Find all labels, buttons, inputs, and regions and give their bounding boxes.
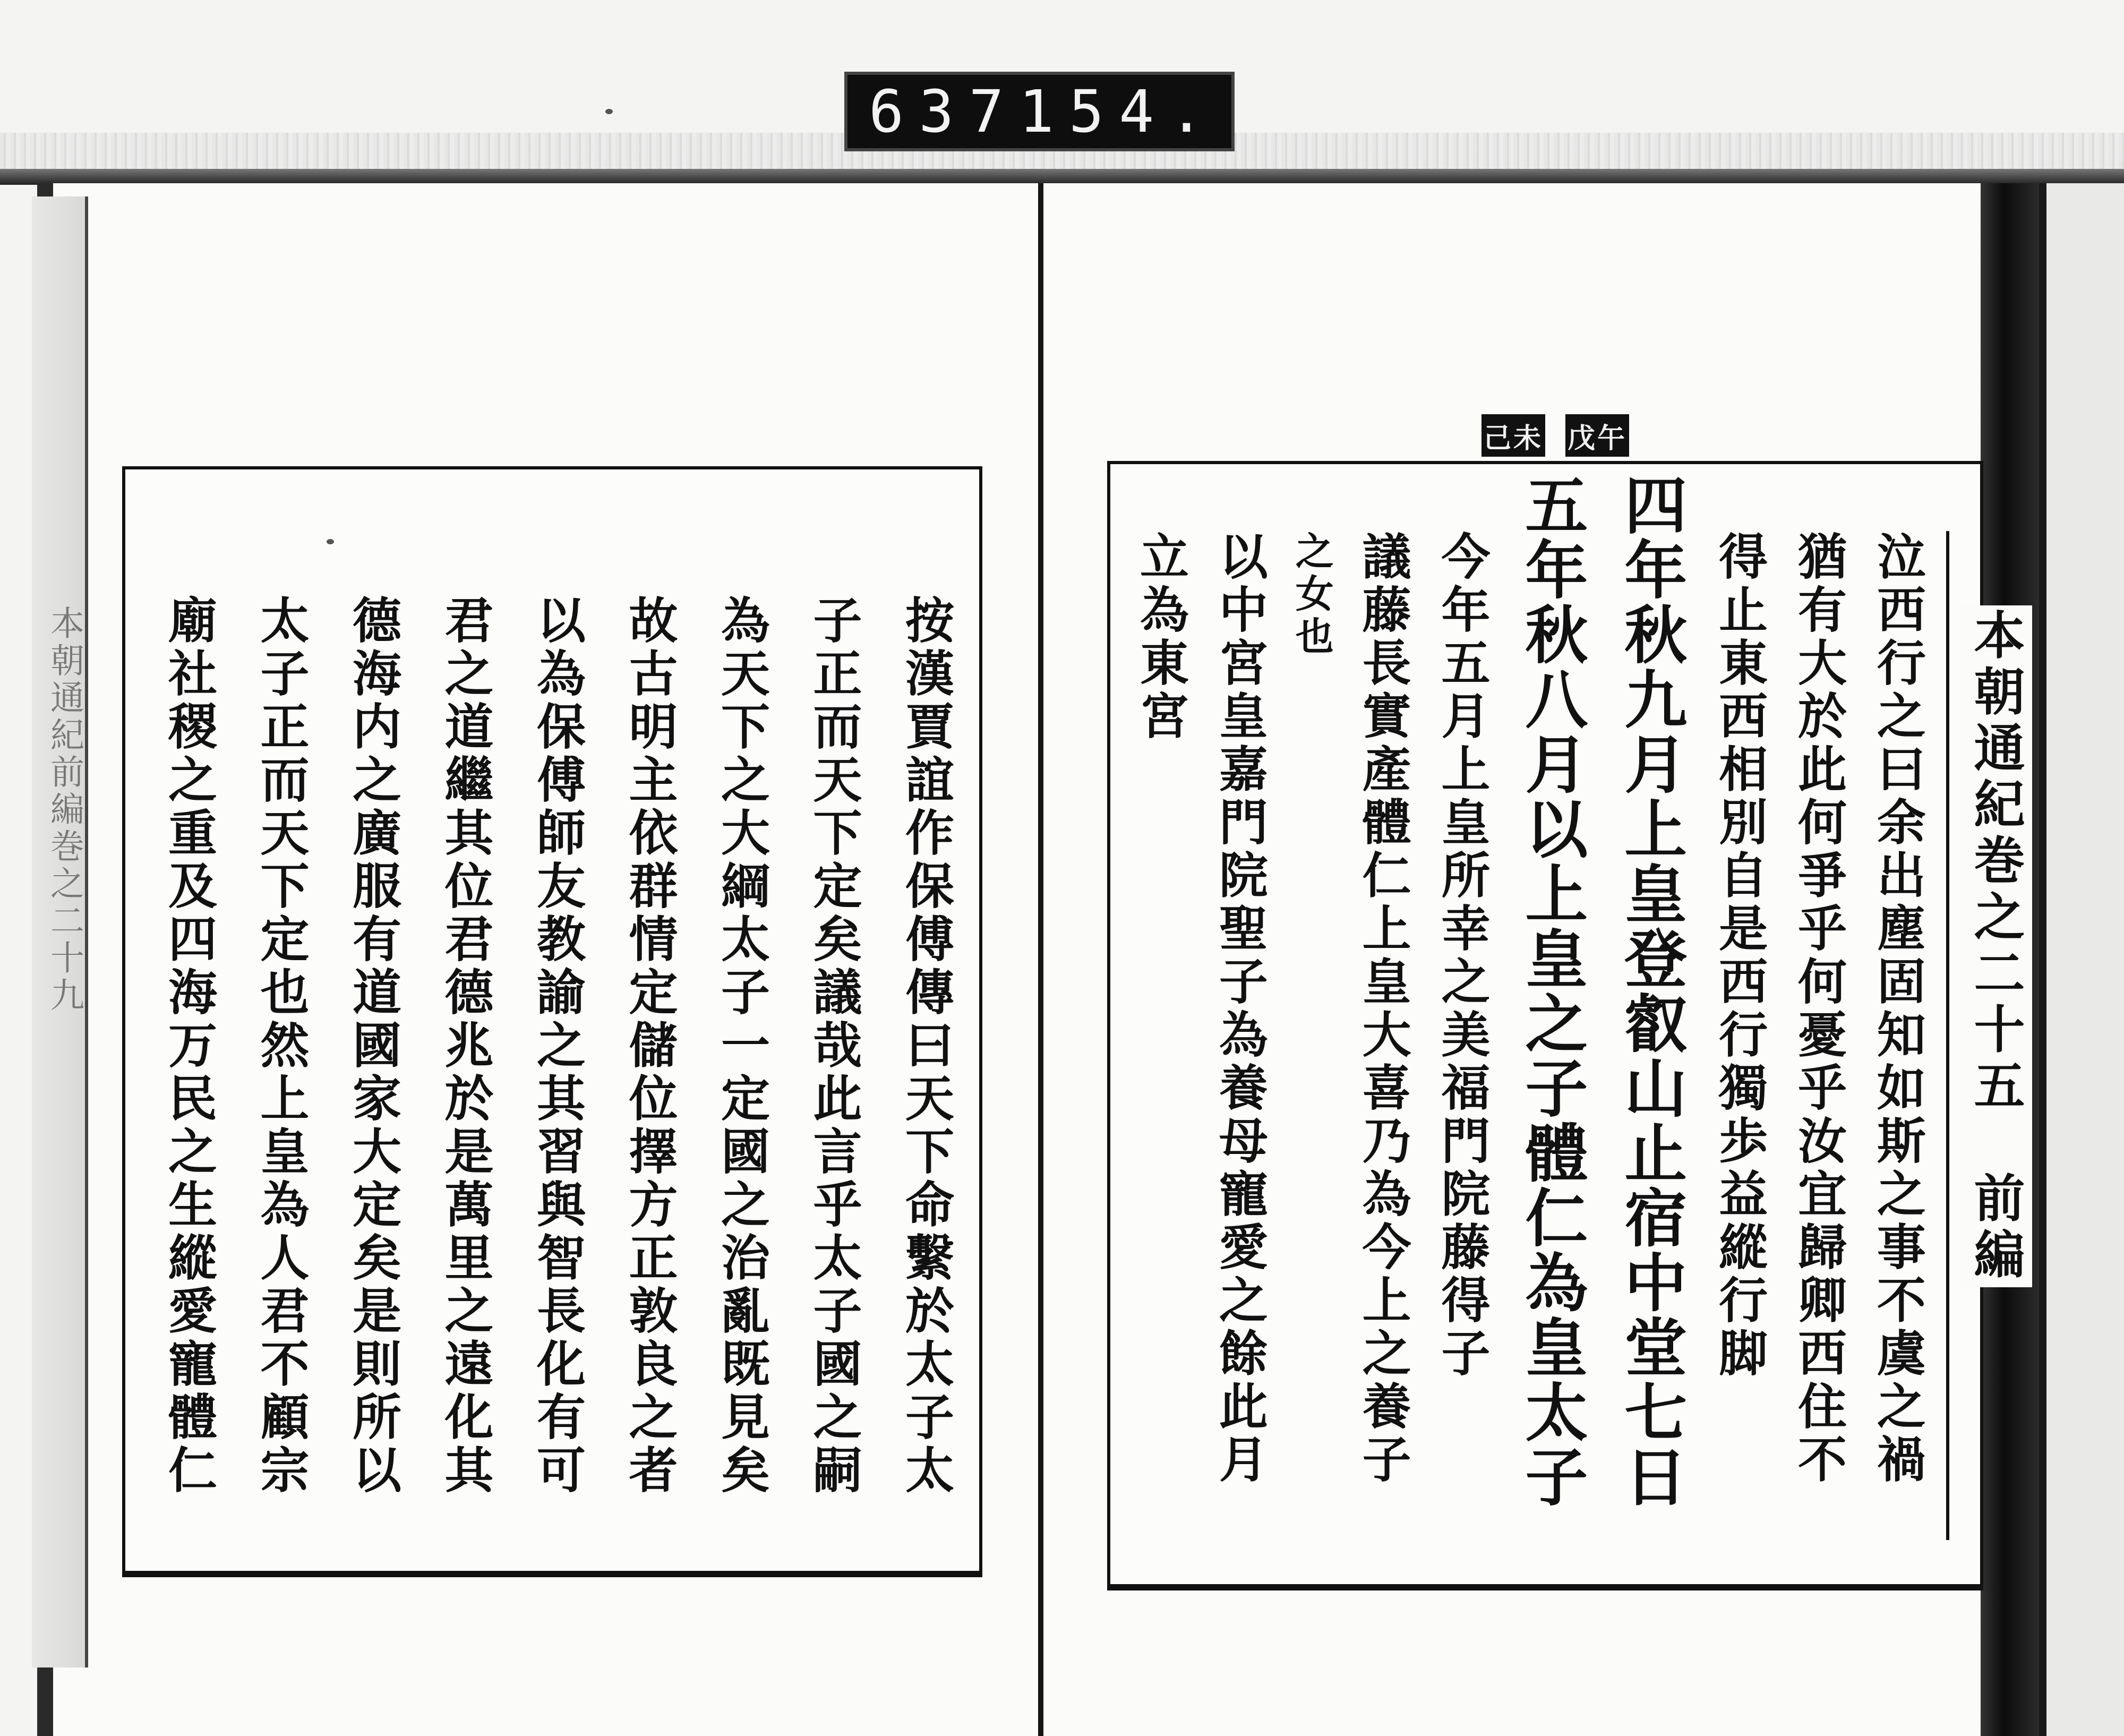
left-text-columns [154, 595, 961, 1572]
entry-heading-column: 四年秋九月上皇登叡山止宿中堂七日 [1614, 473, 1688, 1509]
era-tag-jiwei: 己未 [1481, 414, 1545, 457]
left-edge-title: 本朝通紀前編巻之二十九 [45, 605, 84, 1014]
text-column: 德海内之廣服有道國家大定矣是則所以 [345, 595, 402, 1498]
text-column: 按漢賈誼作保傅傳曰天下命繫於太子太 [897, 595, 955, 1498]
text-column: 以為保傅師友教諭之其習與智長化有可 [529, 595, 586, 1498]
text-column: 以中宮皇嘉門院聖子為養母寵愛之餘此月 [1211, 531, 1269, 1487]
text-column: 為天下之大綱太子一定國之治亂既見矣 [713, 595, 770, 1498]
frame-number: 154. [1018, 78, 1219, 146]
text-column: 得止東西相別自是西行獨歩益縱行脚 [1711, 531, 1769, 1381]
reel-label [844, 72, 1235, 151]
text-column: 故古明主依群情定儲位擇方正敦良之者 [621, 595, 679, 1498]
entry-heading-column: 五年秋八月以上皇之子體仁為皇太子 [1514, 473, 1589, 1509]
dust-speck [327, 539, 334, 544]
right-text-columns [1126, 473, 1933, 1572]
text-column: 太子正而天下定也然上皇為人君不顧宗 [252, 595, 310, 1498]
text-column: 廟社稷之重及四海万民之生縱愛寵體仁 [160, 595, 218, 1498]
text-column: 議藤長實產體仁上皇大喜乃為今上之養子 [1354, 531, 1412, 1487]
dust-speck [605, 109, 613, 114]
text-column: 之女也 [1289, 531, 1334, 659]
text-column: 泣西行之曰余出塵固知如斯之事不虞之禍 [1869, 531, 1926, 1487]
binding-edge [0, 169, 2124, 185]
text-column: 猶有大於此何爭乎何憂乎汝宜歸卿西住不 [1790, 531, 1847, 1487]
text-column: 君之道繼其位君德兆於是萬里之遠化其 [436, 595, 494, 1498]
text-column: 立為東宮 [1132, 531, 1189, 743]
text-column: 今年五月上皇所幸之美福門院藤得子 [1433, 531, 1491, 1381]
next-page-edge [2039, 183, 2124, 1736]
running-title: 本朝通紀巻之二十五 前編 [1959, 605, 2032, 1287]
reel-number: 637 [869, 78, 1019, 146]
era-tag-bowu: 戊午 [1565, 414, 1629, 457]
text-column: 子正而天下定矣議哉此言乎太子國之嗣 [805, 595, 863, 1498]
margin-rule [1946, 531, 1949, 1540]
